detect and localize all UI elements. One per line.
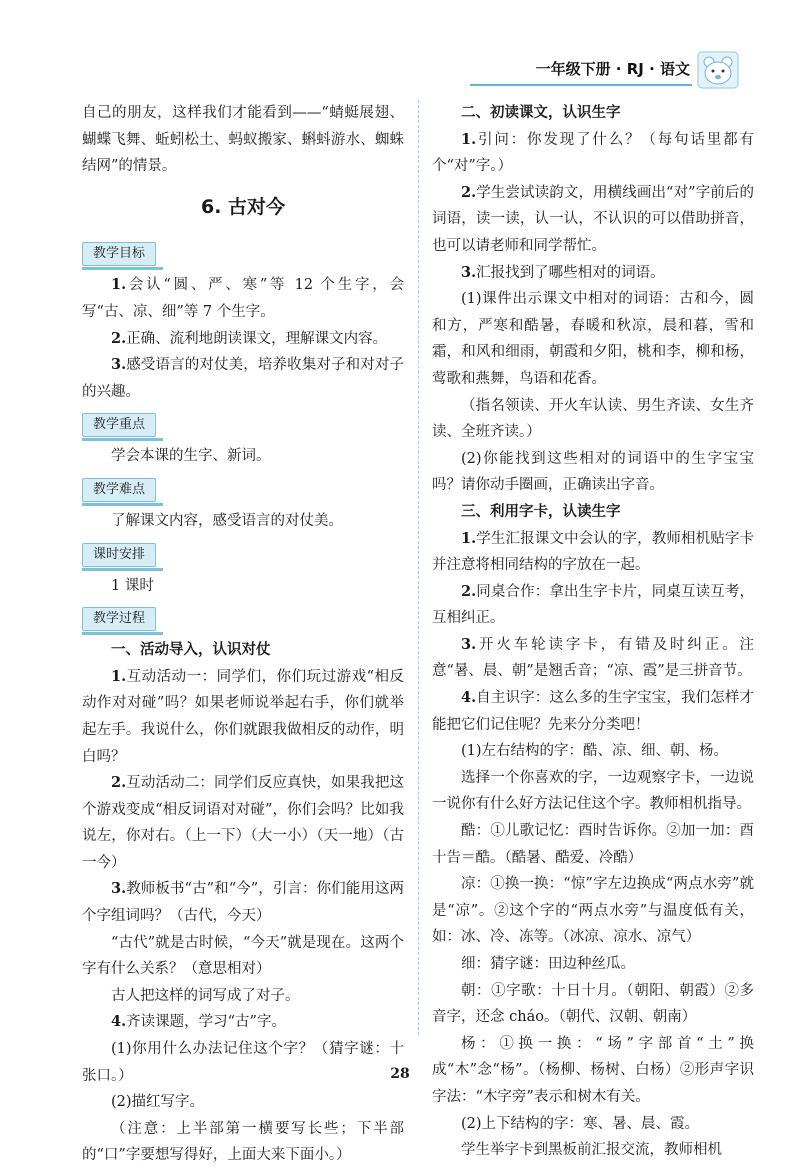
intro-paragraph: 自己的朋友，这样我们才能看到——“蜻蜓展翅、蝴蝶飞舞、蚯蚓松土、蚂蚁搬家、蝌蚪游水、蜘蛛结网”的情景。 (82, 105, 404, 175)
lesson-title: 6. 古对今 (200, 195, 286, 218)
paragraph: 2.同桌合作：拿出生字卡片，同桌互读互考，互相纠正。 (432, 582, 754, 627)
paragraph: 学生举字卡到黑板前汇报交流，教师相机 (461, 1142, 722, 1159)
paragraph: 选择一个你喜欢的字，一边观察字卡，一边说一说你有什么好方法记住这个字。教师相机指导。 (432, 769, 754, 813)
paragraph: 1.学生汇报课文中会认的字，教师相机贴字卡并注意将相同结构的字放在一起。 (432, 529, 754, 574)
paragraph: （注意：上半部第一横要写长些；下半部的“口”字要想写得好，上面大来下面小。） (82, 1120, 404, 1164)
paragraph: 3.教师板书“古”和“今”，引言：你们能用这两个字组词吗？（古代，今天） (82, 880, 404, 925)
section-heading: 一、活动导入，认识对仗 (111, 642, 271, 659)
schedule-text: 1 课时 (111, 577, 154, 594)
difficulty-text: 了解课文内容，感受语言的对仗美。 (111, 512, 343, 529)
paragraph: 1.引问：你发现了什么？（每句话里都有个“对”字。） (432, 130, 754, 175)
paragraph: (1)左右结构的字：酷、凉、细、朝、杨。 (461, 743, 729, 760)
left-column (82, 100, 404, 1169)
section-heading: 三、利用字卡，认读生字 (461, 503, 621, 520)
key-points-text: 学会本课的生字、新词。 (111, 448, 271, 465)
page-number: 28 (390, 1066, 410, 1082)
process-badge: 教学过程 (82, 607, 156, 631)
paragraph: (2)上下结构的字：寒、暑、晨、霞。 (461, 1115, 700, 1132)
paragraph: 4.齐读课题，学习“古”字。 (111, 1013, 286, 1031)
page-header (470, 50, 740, 90)
paragraph: 4.自主识字：这么多的生字宝宝，我们怎样才能把它们记住呢？先来分分类吧！ (432, 689, 754, 733)
goal-item: 1.会认“圆、严、寒”等 12 个生字，会写“古、凉、细”等 7 个生字。 (82, 276, 404, 320)
header-rule (470, 84, 692, 86)
paragraph: 凉：①换一换：“惊”字左边换成“两点水旁”就是“凉”。②这个字的“两点水旁”与温度低有关，如：冰、冷、冻等。（冰凉、凉水、凉气） (432, 876, 754, 946)
schedule-badge: 课时安排 (82, 543, 156, 567)
paragraph: 2.互动活动二：同学们反应真快，如果我把这个游戏变成“相反词语对对碰”，你们会吗？比如我说左，你对右。（上一下）（大一小）（天一地）（古一今） (82, 774, 404, 871)
paragraph: （指名领读、开火车认读、男生齐读、女生齐读、全班齐读。） (432, 397, 754, 441)
paragraph: 3.开火车轮读字卡，有错及时纠正。注意“暑、晨、朝”是翘舌音；“凉、霞”是三拼音节。 (432, 635, 754, 680)
right-column (432, 100, 754, 1164)
paragraph: 1.互动活动一：同学们，你们玩过游戏“相反动作对对碰”吗？如果老师说举起右手，你们就举起左手。我说什么，你们就跟我做相反的动作，明白吗？ (82, 667, 404, 765)
bear-face-icon (696, 50, 740, 90)
column-divider (418, 100, 419, 1035)
header-title: 一年级下册 · RJ · 语文 (535, 60, 690, 78)
paragraph: “古代”就是古时候，“今天”就是现在。这两个字有什么关系？（意思相对） (82, 934, 404, 978)
paragraph: 古人把这样的词写成了对子。 (111, 987, 300, 1004)
paragraph: 杨：①换一换：“场”字部首“土”换成“木”念“杨”。（杨柳、杨树、白杨）②形声字识字法：“木字旁”表示和树木有关。 (432, 1035, 754, 1105)
paragraph: 细：猜字谜：田边种丝瓜。 (461, 956, 635, 972)
paragraph: 3.汇报找到了哪些相对的词语。 (461, 263, 665, 281)
key-points-badge: 教学重点 (82, 413, 156, 437)
paragraph: (1)你用什么办法记住这个字？（猜字谜：十张口。） (82, 1041, 404, 1084)
paragraph: (2)你能找到这些相对的词语中的生字宝宝吗？请你动手圈画，正确读出字音。 (432, 450, 754, 494)
paragraph: (2)描红写字。 (111, 1094, 205, 1111)
paragraph: 朝：①字歌：十日十月。（朝阳、朝霞）②多音字，还念 cháo。（朝代、汉朝、朝南） (432, 982, 754, 1026)
difficulty-badge: 教学难点 (82, 478, 156, 502)
goal-item: 2.正确、流利地朗读课文，理解课文内容。 (111, 329, 388, 347)
paragraph: 酷：①儿歌记忆：酉时告诉你。②加一加：酉十告＝酷。（酷暑、酷爱、冷酷） (432, 823, 754, 866)
paragraph: 2.学生尝试读韵文，用横线画出“对”字前后的词语，读一读，认一认，不认识的可以借助拼音，也可以请老师和同学帮忙。 (432, 183, 754, 254)
section-heading: 二、初读课文，认识生字 (461, 105, 621, 121)
goals-badge: 教学目标 (82, 242, 156, 266)
goal-item: 3.感受语言的对仗美，培养收集对子和对对子的兴趣。 (82, 356, 404, 400)
paragraph: (1)课件出示课文中相对的词语：古和今，圆和方，严寒和酷暑，春暖和秋凉，晨和暮，雪和霜，和风和细雨，朝霞和夕阳，桃和李，柳和杨，莺歌和燕舞，鸟语和花香。 (432, 291, 754, 387)
